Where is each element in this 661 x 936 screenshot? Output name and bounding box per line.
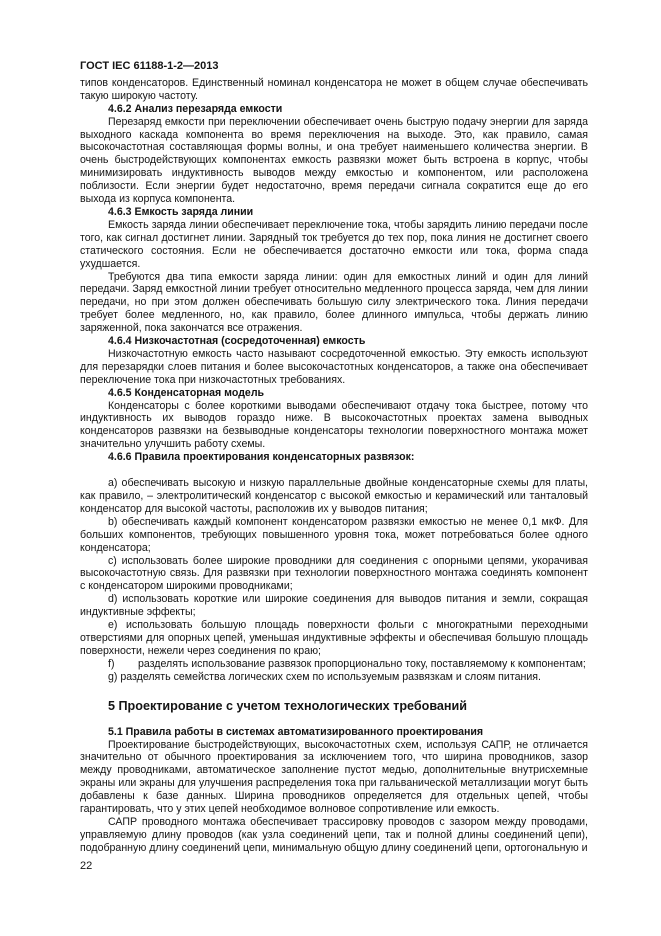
heading-4-6-3: 4.6.3 Емкость заряда линии bbox=[108, 205, 254, 218]
paragraph-4-6-3-b: Требуются два типа емкости заряда линии: один для емкостных линий и один для линий передачи. Заряд емкостной линии требует относительно медленного процесса заряда, чем для линии передачи, но при этом должен обеспечивать большую силу электрического тока. Линия передачи требует более медленного, но, как правило, более длинного импульса, чтобы держать линию заряженной, пока закончатся все отражения. bbox=[80, 270, 588, 335]
list-item-e: e) использовать большую площадь поверхности фольги с многократными переходными отверстиями для опорных цепей, уменьшая индуктивные эффекты и обеспечивая большую площадь поверхности, нежели через соединения по краю; bbox=[80, 619, 588, 657]
list-item-g: g) разделять семейства логических схем по используемым развязкам и слоям питания. bbox=[108, 670, 541, 683]
heading-4-6-6: 4.6.6 Правила проектирования конденсаторных развязок: bbox=[108, 451, 415, 464]
heading-4-6-2: 4.6.2 Анализ перезаряда емкости bbox=[108, 102, 283, 115]
paragraph-4-6-5: Конденсаторы с более короткими выводами обеспечивают отдачу тока быстрее, потому что индуктивность их выводов гораздо ниже. В высокочастотных проектах замена выводных конденсаторов развязки на безвыводные конденсаторы технологии поверхностного монтажа может значительно улучшить работу схемы. bbox=[80, 399, 588, 451]
list-item-f bbox=[80, 658, 588, 671]
document-page bbox=[80, 60, 588, 855]
list-item-f-label: f) bbox=[108, 657, 115, 670]
paragraph-4-6-2: Перезаряд емкости при переключении обеспечивает очень быструю подачу энергии для заряда выходного каскада компонента во время переключения на выходе. Это, как правило, самая высокочастотная составляющая формы волны, и она требует наименьшего количества энергии. В очень быстродействующих компонентах емкость развязки может быть встроена в корпус, чтобы минимизировать индуктивность выводов между емкостью и компонентом, или расположена поблизости. Если энергии будет недостаточно, время передачи сигнала сократится еще до его выхода из корпуса компонента. bbox=[80, 115, 588, 206]
paragraph-4-6-3-a: Емкость заряда линии обеспечивает переключение тока, чтобы зарядить линию передачи после того, как сигнал достигнет линии. Зарядный ток требуется до тех пор, пока линия не достигнет своего статического состояния. Если не обеспечивается достаточно емкости или тока, форма спада ухудшается. bbox=[80, 218, 588, 270]
document-header: ГОСТ IEC 61188-1-2—2013 bbox=[80, 60, 219, 72]
list-item-a: a) обеспечивать высокую и низкую параллельные двойные конденсаторные схемы для платы, как правило, – электролитический конденсатор с высокой емкостью и керамический или танталовый конденсатор для высокой частоты, расположив их у выводов питания; bbox=[80, 477, 588, 515]
list-item-b: b) обеспечивать каждый компонент конденсатором развязки емкостью не менее 0,1 мкФ. Для больших компонентов, требующих повышенного уровня тока, может потребоваться более одного конденсатора; bbox=[80, 515, 588, 554]
heading-4-6-4: 4.6.4 Низкочастотная (сосредоточенная) емкость bbox=[108, 335, 366, 348]
heading-4-6-5: 4.6.5 Конденсаторная модель bbox=[108, 386, 265, 399]
list-item-f-text: разделять использование развязок пропорционально току, поставляемому к компонентам; bbox=[138, 657, 586, 670]
paragraph-4-6-4: Низкочастотную емкость часто называют сосредоточенной емкостью. Эту емкость используют для перезарядки слоев питания и более высокочастотных конденсаторов, а также она обеспечивает переключение тока при низкочастотных требованиях. bbox=[80, 347, 588, 386]
paragraph-5-1-a: Проектирование быстродействующих, высокочастотных схем, используя САПР, не отличается значительно от обычного проектирования за исключением того, что ширина проводников, зазор между проводниками, автоматическое заполнение пустот медью, дополнительные внутрисхемные экраны или экраны для улучшения распределения тока при гальванической металлизации могут быть добавлены к базе данных. Ширина проводников определяется для отдельных цепей, чтобы гарантировать, что у этих цепей необходимое волновое сопротивление или емкость. bbox=[80, 738, 588, 816]
paragraph-continuation: типов конденсаторов. Единственный номинал конденсатора не может в общем случае обеспечивать такую широкую частоту. bbox=[80, 76, 588, 102]
page-number: 22 bbox=[80, 860, 93, 872]
heading-5-1: 5.1 Правила работы в системах автоматизированного проектирования bbox=[108, 725, 484, 738]
heading-section-5: 5 Проектирование с учетом технологических требований bbox=[108, 698, 468, 713]
paragraph-5-1-b: САПР проводного монтажа обеспечивает трассировку проводов с зазором между проводами, управляемую длину проводов (как узла соединений цепи, так и полной длины соединений цепи), подобранную длину соединений цепи, минимальную общую длину соединений цепи, ортогональную и bbox=[80, 815, 588, 854]
list-item-d: d) использовать короткие или широкие соединения для выводов питания и земли, сокращая индуктивные эффекты; bbox=[80, 593, 588, 619]
spacer bbox=[80, 464, 588, 477]
list-item-c: c) использовать более широкие проводники для соединения с опорными цепями, укорачивая высокочастотную связь. Для развязки при технологии поверхностного монтажа соединять компонент с конденсатором широкими проводниками; bbox=[80, 554, 588, 593]
